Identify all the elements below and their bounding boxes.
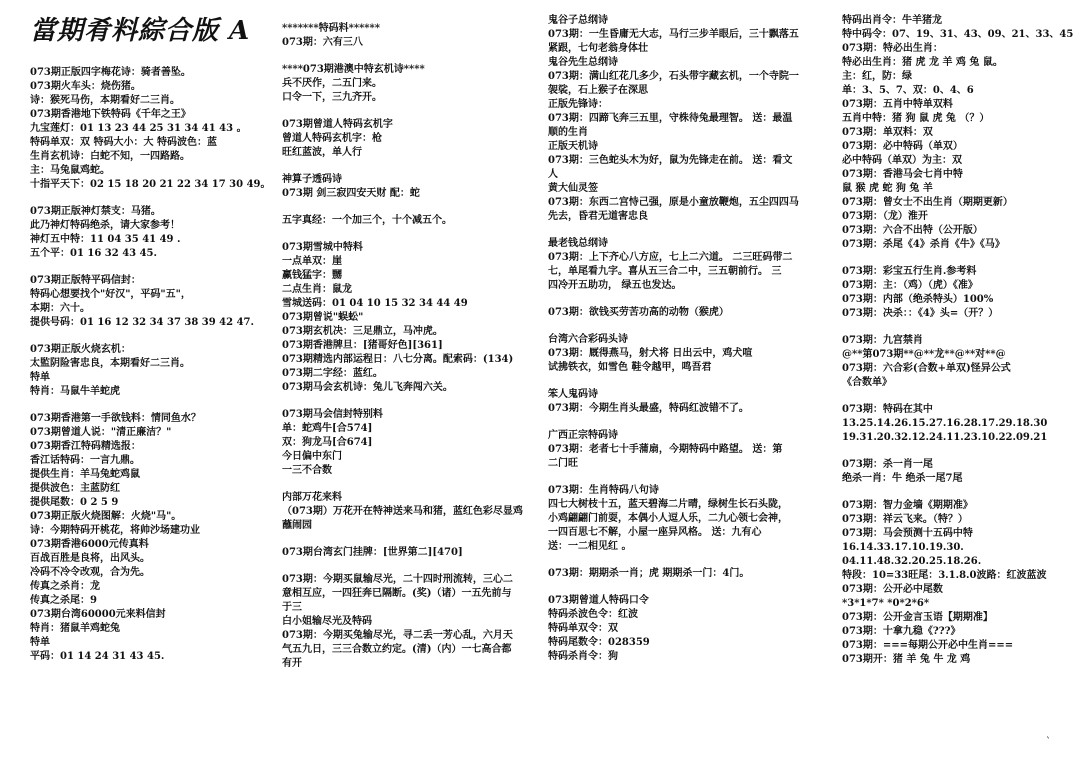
text-line: 鼠 猴 虎 蛇 狗 兔 羊 <box>842 183 933 194</box>
text-line: 四冷开五助功， 绿五也发达。 <box>548 280 682 291</box>
text-line: 于三 <box>282 602 302 613</box>
text-line: 073期：期期杀一肖；虎 期期杀一门：4门。 <box>548 568 750 579</box>
text-line: 单：3、5、7、双：0、4、6 <box>842 85 974 96</box>
column-4 <box>842 14 1074 680</box>
text-line: 073期：十拿九稳《???》 <box>842 626 961 637</box>
text-line: 073期：智力金墙《期期准》 <box>842 500 973 511</box>
text-line: 073期：上下齐心八方应，七上二六道。 二三旺码带二 <box>548 252 793 263</box>
text-block <box>282 573 544 671</box>
text-line: 蘸闹园 <box>282 520 312 531</box>
text-line: 特码单双：双 特码大小：大 特码波色：蓝 <box>30 137 217 148</box>
text-line: 073期：单双料：双 <box>842 127 933 138</box>
text-line: 073期马会信封特别料 <box>282 409 383 420</box>
text-line: 白小姐输尽光及特码 <box>282 616 372 627</box>
text-block <box>282 408 544 478</box>
text-block <box>842 458 1074 486</box>
text-line: 073期正版火烧图解：火烧"马"。 <box>30 511 182 522</box>
text-line: 人 <box>548 169 558 180</box>
text-line: 冷码不冷令改观，合为先。 <box>30 567 150 578</box>
text-block <box>282 241 544 395</box>
text-line: 073期：生肖特码八句诗 <box>548 485 659 496</box>
text-line: 五字真经：一个加三个，十个减五个。 <box>282 215 452 226</box>
text-line: 香江话特码：一言九鼎。 <box>30 455 140 466</box>
text-block <box>30 343 270 399</box>
text-line: 特码尾数令：028359 <box>548 637 650 648</box>
page-title: 當期肴料綜合版 A <box>30 16 251 46</box>
text-line: 073期曾道人特码口令 <box>548 595 649 606</box>
text-line: 有开 <box>282 658 302 669</box>
text-block <box>548 484 833 554</box>
text-line: 气五九日，三三合数立约定。(清)（内）一七高合都 <box>282 644 512 655</box>
text-line: 073期：六有三八 <box>282 37 363 48</box>
text-block <box>548 14 833 224</box>
text-block <box>842 265 1074 321</box>
text-line: 黄大仙灵签 <box>548 183 598 194</box>
text-block <box>282 491 544 533</box>
text-line: 曾道人特码玄机字：枪 <box>282 133 382 144</box>
column-1 <box>30 14 270 677</box>
text-line: 意相互应，一四狂奔已隔断。(奖)（诸）一五先前与 <box>282 588 512 599</box>
text-line: 073期：公开必中尾数 <box>842 584 943 595</box>
text-block <box>282 63 544 105</box>
text-line: 先去，昏君无道害忠良 <box>548 211 648 222</box>
text-line: 073期马会玄机诗：兔儿飞奔闯六关。 <box>282 382 453 393</box>
text-line: 广西正宗特码诗 <box>548 430 618 441</box>
text-line: 袈裟，石上猴子在深思 <box>548 85 648 96</box>
text-line: 073期精选内部运程日：八七分离。配索码：(134) <box>282 354 514 365</box>
text-line: 073期：五肖中特单双料 <box>842 99 953 110</box>
text-line: 073期香江特码精选报： <box>30 441 141 452</box>
text-line: 073期：今期生肖头最盛，特码红波错不了。 <box>548 403 749 414</box>
text-line: 小鸡翩翩门前耍，本偶小人逗人乐，二九心领七会神， <box>548 513 788 524</box>
text-line: 073期：杀尾《4》杀肖《牛》《马》 <box>842 239 1005 250</box>
text-block <box>30 205 270 261</box>
text-line: 十指平天下：02 15 18 20 21 22 34 17 30 49。 <box>30 179 270 190</box>
text-line: 正版天机诗 <box>548 141 598 152</box>
text-line: 073期：彩宝五行生肖.参考料 <box>842 266 977 277</box>
text-block <box>282 214 544 228</box>
text-line: 顺的生肖 <box>548 127 588 138</box>
text-line: 二点生肖：鼠龙 <box>282 284 352 295</box>
text-line: 073期：一生昏庸无大志，马行三步羊眼后，三十飘落五 <box>548 29 799 40</box>
text-line: 073期香港6000元传真料 <box>30 539 149 550</box>
text-line: 073期正版神灯禁支：马猪。 <box>30 206 161 217</box>
text-line: 今日偏中东门 <box>282 451 342 462</box>
column-2 <box>282 22 544 684</box>
text-line: 073期开：猪 羊 兔 牛 龙 鸡 <box>842 654 971 665</box>
text-line: 073期：决杀：：《4》头=（开？） <box>842 308 999 319</box>
text-line: 《合数单》 <box>842 377 892 388</box>
text-line: 073期正版四字梅花诗：骑者善坠。 <box>30 67 191 78</box>
text-block <box>548 237 833 293</box>
text-line: 19.31.20.32.12.24.11.23.10.22.09.21 <box>842 432 1048 443</box>
text-line: 四七大树枝十五，蓝天碧海二片晴，绿树生长石头陇， <box>548 499 788 510</box>
text-line: 16.14.33.17.10.19.30. <box>842 542 964 553</box>
text-block <box>282 173 544 201</box>
text-line: 台湾六合彩码头诗 <box>548 334 628 345</box>
text-line: 073期：香港马会七肖中特 <box>842 169 963 180</box>
text-line: 一三不合数 <box>282 465 332 476</box>
text-line: 紧跟，七句老翁身体壮 <box>548 43 648 54</box>
text-line: 兵不厌作，二五门来。 <box>282 78 382 89</box>
text-block <box>282 546 544 560</box>
text-line: 073期火车头：烧伤猪。 <box>30 81 141 92</box>
text-line: 百战百胜是良将，出风头。 <box>30 553 150 564</box>
text-line: 鬼谷子总纲诗 <box>548 15 608 26</box>
text-line: 主：红，防：绿 <box>842 71 912 82</box>
column-3 <box>548 14 833 677</box>
text-line: 诗：猴死马伤，本期看好二三肖。 <box>30 95 180 106</box>
text-line: 073期：内部（绝杀特头）100% <box>842 294 994 305</box>
text-block <box>282 118 544 160</box>
text-line: 此乃神灯特码绝杀，请大家参考！ <box>30 220 180 231</box>
text-line: 必中特码（单双）为主：双 <box>842 155 962 166</box>
text-block <box>548 567 833 581</box>
text-line: 笨人鬼码诗 <box>548 389 598 400</box>
text-block <box>548 388 833 416</box>
text-block <box>30 274 270 330</box>
text-line: 073期：六合彩(合数+单双)怪异公式 <box>842 363 1011 374</box>
text-block <box>842 14 1074 252</box>
text-line: 二门旺 <box>548 458 578 469</box>
text-line: 073期：满山红花几多少，石头带字藏玄机，一个寺院一 <box>548 71 799 82</box>
text-line: 073期二字经：蓝红。 <box>282 368 383 379</box>
text-line: 主：马兔鼠鸡蛇。 <box>30 165 110 176</box>
text-line: @**第073期**@**龙**@**对**@ <box>842 349 1006 360</box>
text-line: 一点单双：崖 <box>282 256 342 267</box>
text-line: 绝杀一肖：牛 绝杀一尾7尾 <box>842 473 963 484</box>
text-line: 073期曾道人说："清正廉洁？" <box>30 427 172 438</box>
text-line: 特码杀肖令：狗 <box>548 651 618 662</box>
text-line: 073期：九宫禁肖 <box>842 335 923 346</box>
text-line: *******特码料****** <box>282 23 380 34</box>
text-line: 073期：曾女士不出生肖（期期更新） <box>842 197 1013 208</box>
text-line: 本期：六十。 <box>30 303 90 314</box>
text-line: 073期玄机决：三足鼎立，马冲虎。 <box>282 326 443 337</box>
text-line: 提供波色：主蓝防红 <box>30 483 120 494</box>
text-line: 七，单尾看九字。喜从五三合二中，三五朝前行。 三 <box>548 266 782 277</box>
text-line: 特码心想要找个"好汉"，平码"五"， <box>30 289 191 300</box>
text-line: 073期雪城中特料 <box>282 242 363 253</box>
text-line: 特必出生肖：猪 虎 龙 羊 鸡 兔 鼠。 <box>842 57 1003 68</box>
text-line: 073期：主：（鸡）（虎）《准》 <box>842 280 978 291</box>
text-line: 073期：（龙）淮开 <box>842 211 928 222</box>
text-line: 传真之杀尾：9 <box>30 595 97 606</box>
text-block <box>282 22 544 50</box>
text-line: 073期：杀一肖一尾 <box>842 459 933 470</box>
text-line: 特单 <box>30 637 50 648</box>
text-line: 赢钱猛字：嬲 <box>282 270 342 281</box>
text-line: 073期 剑三寂四安天财 配：蛇 <box>282 188 420 199</box>
text-line: 特码单双令：双 <box>548 623 618 634</box>
text-line: 073期：马会预测十五码中特 <box>842 528 973 539</box>
text-block <box>842 403 1074 445</box>
text-line: 提供生肖：羊马兔蛇鸡鼠 <box>30 469 140 480</box>
text-block <box>30 412 270 664</box>
text-block <box>842 334 1074 390</box>
text-line: 五个平：01 16 32 43 45. <box>30 248 157 259</box>
text-line: 内部万花来料 <box>282 492 342 503</box>
text-line: 九宝莲灯：01 13 23 44 25 31 34 41 43 。 <box>30 123 247 134</box>
text-line: 073期：厩得燕马，射犬将 日出云中，鸡犬喧 <box>548 348 753 359</box>
text-line: 073期台湾60000元来料信封 <box>30 609 166 620</box>
text-block <box>548 429 833 471</box>
text-block <box>548 333 833 375</box>
text-line: 传真之杀肖：龙 <box>30 581 100 592</box>
text-line: 诗：今期特码开桃花，将帅沙场建功业 <box>30 525 200 536</box>
text-line: 073期：东西二宫恃己强，原是小童放鞭炮，五尘四四马 <box>548 197 799 208</box>
text-line: 073期曾道人特码玄机字 <box>282 119 393 130</box>
text-line: *3*1*7* *0*2*6* <box>842 598 930 609</box>
text-line: 073期香港牌旦：[猪哥好色][361] <box>282 340 443 351</box>
text-line: 神算子透码诗 <box>282 174 342 185</box>
text-line: 073期：今期买兔输尽光，寻二丢一芳心乱，六月天 <box>282 630 513 641</box>
text-line: 生肖玄机诗：白蛇不知，一四路路。 <box>30 151 190 162</box>
text-block <box>842 499 1074 667</box>
text-line: （073期）万花开在特神送来马和猪，蓝红色彩尽显鸡 <box>282 506 523 517</box>
text-line: 试拂铁衣，如雪色 鞋令越甲，鸣吾君 <box>548 362 712 373</box>
text-line: 雪城送码：01 04 10 15 32 34 44 49 <box>282 298 468 309</box>
text-line: 073期正版火烧玄机： <box>30 344 131 355</box>
text-line: 双：狗龙马[合674] <box>282 437 373 448</box>
text-line: 073期：祥云飞来。（特？） <box>842 514 968 525</box>
text-line: 特中码令：07、19、31、43、09、21、33、45 <box>842 29 1074 40</box>
text-block <box>548 306 833 320</box>
text-line: 太監阴险害忠良，本期看好二三肖。 <box>30 358 190 369</box>
text-line: 送：一二相见红 。 <box>548 541 632 552</box>
text-line: 特码出肖令：牛羊猪龙 <box>842 15 942 26</box>
text-block <box>548 594 833 664</box>
text-line: 073期：三色蛇头木为好，鼠为先锋走在前。 送：看文 <box>548 155 793 166</box>
text-line: 073期：公开金言玉语【期期准】 <box>842 612 993 623</box>
text-line: 073期香港地下铁特码《千年之王》 <box>30 109 191 120</box>
text-line: 正版先锋诗： <box>548 99 608 110</box>
text-line: 073期：===每期公开必中生肖=== <box>842 640 1014 651</box>
text-line: 最老钱总纲诗 <box>548 238 608 249</box>
text-line: 五肖中特：猪 狗 鼠 虎 兔 （？） <box>842 113 990 124</box>
text-line: 提供号码：01 16 12 32 34 37 38 39 42 47. <box>30 317 254 328</box>
text-line: 073期：四蹄飞奔三五里，守株待兔最理智。 送：最温 <box>548 113 793 124</box>
text-line: 073期：欲钱买劳苦功高的动物（猴虎） <box>548 307 729 318</box>
text-line: 特段：10=33旺尾：3.1.8.0波路：红波蓝波 <box>842 570 1047 581</box>
text-line: 073期：特必出生肖： <box>842 43 943 54</box>
text-line: 073期：老者七十手蒲扇，今期特码中路望。 送：第 <box>548 444 783 455</box>
text-line: 073期：特码在其中 <box>842 404 933 415</box>
text-line: 口令一下，三九齐开。 <box>282 92 382 103</box>
text-line: 提供尾数：0 2 5 9 <box>30 497 119 508</box>
corner-mark: ` <box>1046 737 1051 748</box>
text-line: 鬼谷先生总纲诗 <box>548 57 618 68</box>
text-line: 旺红蓝波，单人行 <box>282 147 362 158</box>
text-line: 单：蛇鸡牛[合574] <box>282 423 373 434</box>
text-line: 一四百思七不解，小屋一座异风格。 送：九有心 <box>548 527 762 538</box>
text-line: ****073期港澳中特玄机诗**** <box>282 64 425 75</box>
text-line: 13.25.14.26.15.27.16.28.17.29.18.30 <box>842 418 1048 429</box>
text-line: 073期曾说"蜈蚣" <box>282 312 364 323</box>
text-line: 073期香港第一手欲钱料：情同鱼水？ <box>30 413 201 424</box>
text-line: 073期正版特平码信封： <box>30 275 141 286</box>
text-line: 特单 <box>30 372 50 383</box>
text-line: 特肖：猪鼠羊鸡蛇兔 <box>30 623 120 634</box>
text-line: 073期：必中特码（单双） <box>842 141 963 152</box>
text-block <box>30 66 270 192</box>
text-line: 073期：今期买鼠输尽光，二十四时刑流转，三心二 <box>282 574 513 585</box>
text-line: 特码杀波色令：红波 <box>548 609 638 620</box>
text-line: 神灯五中特：11 04 35 41 49 . <box>30 234 181 245</box>
text-line: 平码：01 14 24 31 43 45. <box>30 651 165 662</box>
text-line: 073期台湾玄门挂牌：[世界第二][470] <box>282 547 463 558</box>
text-line: 特肖：马鼠牛羊蛇虎 <box>30 386 120 397</box>
text-line: 073期：六合不出特（公开版） <box>842 225 983 236</box>
text-line: 04.11.48.32.20.25.18.26. <box>842 556 982 567</box>
